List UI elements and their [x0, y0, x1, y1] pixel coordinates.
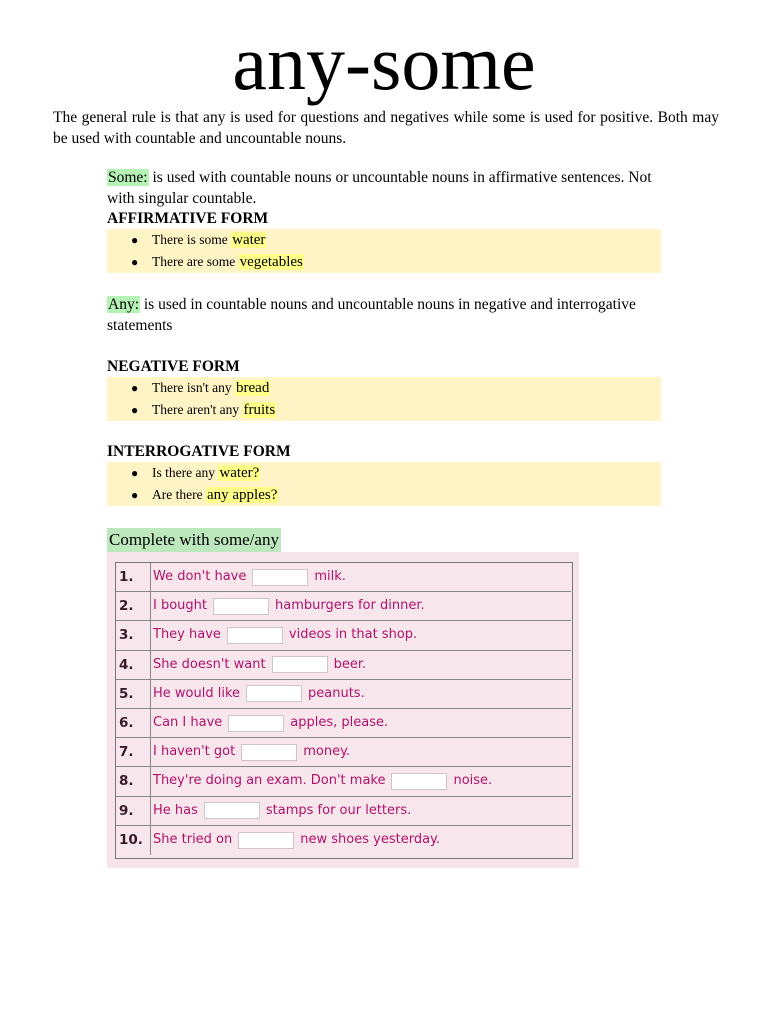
- example-prefix: There isn't any: [152, 380, 236, 395]
- list-item: [107, 399, 661, 421]
- row-number: 1.: [116, 563, 151, 591]
- row-sentence: [153, 738, 350, 766]
- sentence-before: They have: [153, 627, 221, 643]
- row-sentence: [153, 826, 440, 855]
- answer-blank[interactable]: [238, 832, 294, 849]
- row-sentence: [153, 709, 388, 737]
- any-paragraph: [107, 294, 667, 336]
- row-sentence: [153, 680, 365, 708]
- list-item: [107, 251, 661, 273]
- answer-blank[interactable]: [228, 715, 284, 732]
- sentence-before: He would like: [153, 685, 241, 701]
- sentence-after: hamburgers for dinner.: [275, 598, 425, 614]
- example-prefix: There is some: [152, 232, 232, 247]
- sentence-after: videos in that shop.: [288, 627, 418, 643]
- table-row: [116, 680, 571, 709]
- answer-blank[interactable]: [246, 685, 302, 702]
- row-sentence: [153, 767, 492, 795]
- list-item: [107, 229, 661, 251]
- sentence-after: stamps for our letters.: [265, 802, 412, 818]
- row-number: 8.: [116, 767, 151, 795]
- row-sentence: [153, 592, 425, 620]
- interrogative-examples: [107, 462, 661, 506]
- row-number: 3.: [116, 621, 151, 649]
- table-row: [116, 738, 571, 767]
- intro-paragraph: The general rule is that any is used for questions and negatives while some is used for positive. Both may be used with countable and uncountable nouns.: [53, 109, 719, 147]
- example-prefix: There are some: [152, 254, 239, 269]
- example-word: any apples?: [206, 487, 278, 503]
- example-word: bread: [236, 380, 270, 396]
- negative-examples: [107, 377, 661, 421]
- page-title: any-some: [232, 19, 536, 106]
- negative-heading: NEGATIVE FORM: [107, 358, 240, 375]
- answer-blank[interactable]: [227, 627, 283, 644]
- row-sentence: [153, 651, 366, 679]
- row-sentence: [153, 563, 346, 591]
- sentence-after: new shoes yesterday.: [300, 832, 441, 848]
- table-row: [116, 767, 571, 796]
- bullet-icon: ●: [131, 488, 139, 502]
- bullet-icon: ●: [131, 403, 139, 417]
- row-number: 6.: [116, 709, 151, 737]
- answer-blank[interactable]: [241, 744, 297, 761]
- sentence-before: They're doing an exam. Don't make: [153, 773, 386, 789]
- table-row: [116, 651, 571, 680]
- table-row: [116, 826, 571, 855]
- row-number: 2.: [116, 592, 151, 620]
- affirmative-heading: AFFIRMATIVE FORM: [107, 210, 269, 227]
- sentence-after: milk.: [314, 569, 346, 585]
- sentence-after: apples, please.: [290, 715, 389, 731]
- sentence-before: She doesn't want: [153, 656, 266, 672]
- list-item: [107, 484, 661, 506]
- example-word: water?: [219, 465, 260, 481]
- exercise-panel: [107, 552, 579, 868]
- exercise-table: [115, 562, 573, 859]
- any-text: is used in countable nouns and uncountable nouns in negative and interrogative statements: [107, 296, 636, 334]
- row-number: 4.: [116, 651, 151, 679]
- affirmative-examples: [107, 229, 661, 273]
- answer-blank[interactable]: [252, 569, 308, 586]
- example-word: vegetables: [239, 254, 303, 270]
- sentence-after: money.: [303, 744, 351, 760]
- some-text: is used with countable nouns or uncountable nouns in affirmative sentences. Not with singular countable.: [107, 169, 652, 207]
- list-item: [107, 462, 661, 484]
- example-prefix: Are there: [152, 487, 206, 502]
- sentence-before: We don't have: [153, 569, 247, 585]
- table-row: [116, 592, 571, 621]
- interrogative-heading: INTERROGATIVE FORM: [107, 443, 291, 460]
- answer-blank[interactable]: [391, 773, 447, 790]
- table-row: [116, 797, 571, 826]
- sentence-after: peanuts.: [308, 685, 365, 701]
- table-row: [116, 621, 571, 650]
- bullet-icon: ●: [131, 381, 139, 395]
- sentence-before: She tried on: [153, 832, 233, 848]
- row-sentence: [153, 621, 417, 649]
- any-label: Any:: [108, 296, 139, 313]
- example-prefix: Is there any: [152, 465, 219, 480]
- some-paragraph: [107, 167, 667, 209]
- bullet-icon: ●: [131, 466, 139, 480]
- example-word: water: [232, 232, 266, 248]
- example-prefix: There aren't any: [152, 402, 243, 417]
- sentence-before: I haven't got: [153, 744, 236, 760]
- sentence-before: I bought: [153, 598, 207, 614]
- list-item: [107, 377, 661, 399]
- table-row: [116, 563, 571, 592]
- row-number: 7.: [116, 738, 151, 766]
- sentence-before: Can I have: [153, 715, 223, 731]
- example-word: fruits: [243, 402, 276, 418]
- row-number: 10.: [116, 826, 151, 855]
- bullet-icon: ●: [131, 255, 139, 269]
- bullet-icon: ●: [131, 233, 139, 247]
- row-number: 5.: [116, 680, 151, 708]
- some-label: Some:: [108, 169, 148, 186]
- row-number: 9.: [116, 797, 151, 825]
- answer-blank[interactable]: [272, 656, 328, 673]
- answer-blank[interactable]: [213, 598, 269, 615]
- answer-blank[interactable]: [204, 802, 260, 819]
- sentence-before: He has: [153, 802, 198, 818]
- sentence-after: beer.: [333, 656, 367, 672]
- row-sentence: [153, 797, 411, 825]
- exercise-title: Complete with some/any: [107, 528, 281, 552]
- table-row: [116, 709, 571, 738]
- sentence-after: noise.: [453, 773, 493, 789]
